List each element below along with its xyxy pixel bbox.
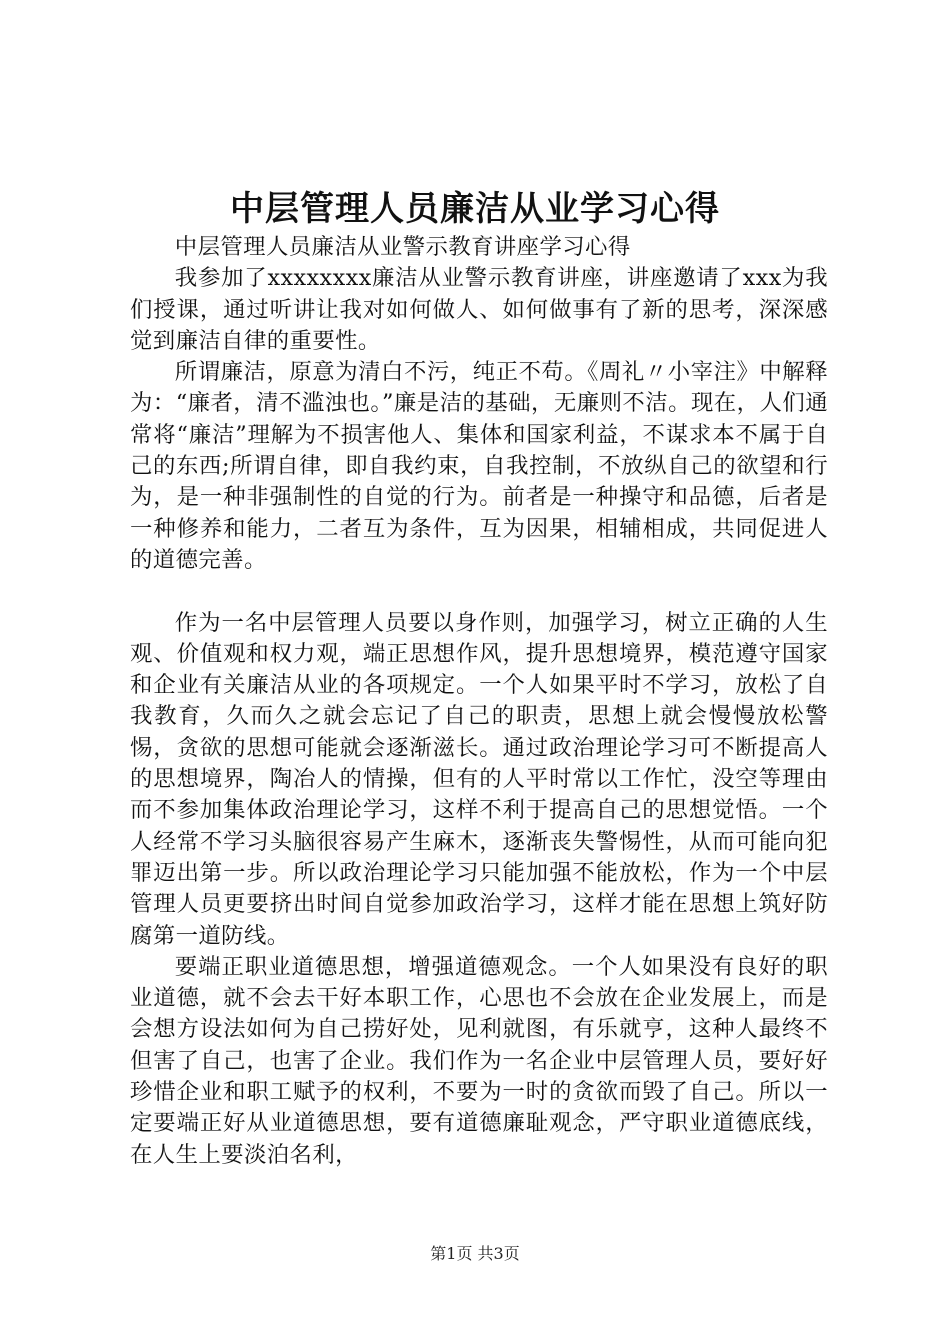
paragraph-gap	[130, 576, 828, 607]
document-body	[130, 232, 828, 1171]
paragraph-study: 作为一名中层管理人员要以身作则，加强学习，树立正确的人生观、价值观和权力观，端正思想作风，提升思想境界，模范遵守国家和企业有关廉洁从业的各项规定。一个人如果平时不学习，放松了自我教育，久而久之就会忘记了自己的职责，思想上就会慢慢放松警惕，贪欲的思想可能就会逐渐滋长。通过政治理论学习可不断提高人的思想境界，陶冶人的情操，但有的人平时常以工作忙，没空等理由而不参加集体政治理论学习，这样不利于提高自己的思想觉悟。一个人经常不学习头脑很容易产生麻木，逐渐丧失警惕性，从而可能向犯罪迈出第一步。所以政治理论学习只能加强不能放松，作为一个中层管理人员更要挤出时间自觉参加政治学习，这样才能在思想上筑好防腐第一道防线。	[130, 609, 828, 949]
document-subheading: 中层管理人员廉洁从业警示教育讲座学习心得	[174, 234, 631, 260]
paragraph-ethics: 要端正职业道德思想，增强道德观念。一个人如果没有良好的职业道德，就不会去干好本职工作，心思也不会放在企业发展上，而是会想方设法如何为自己捞好处，见利就图，有乐就亨，这种人最终不但害了自己，也害了企业。我们作为一名企业中层管理人员，要好好珍惜企业和职工赋予的权利，不要为一时的贪欲而毁了自己。所以一定要端正好从业道德思想，要有道德廉耻观念，严守职业道德底线，在人生上要淡泊名利，	[130, 953, 828, 1168]
page-footer: 第1页 共3页	[430, 1244, 520, 1263]
document-title: 中层管理人员廉洁从业学习心得	[230, 189, 720, 229]
paragraph-definition: 所谓廉洁，原意为清白不污，纯正不苟。《周礼〃小宰注》中解释为：“廉者，清不滥浊也。”廉是洁的基础，无廉则不洁。现在，人们通常将“廉洁”理解为不损害他人、集体和国家利益，不谋求本不属于自己的东西;所谓自律，即自我约束，自我控制，不放纵自己的欲望和行为，是一种非强制性的自觉的行为。前者是一种操守和品德，后者是一种修养和能力，二者互为条件，互为因果，相辅相成，共同促进人的道德完善。	[130, 359, 828, 573]
paragraph-intro: 我参加了xxxxxxxx廉洁从业警示教育讲座，讲座邀请了xxx为我们授课，通过听讲让我对如何做人、如何做事有了新的思考，深深感觉到廉洁自律的重要性。	[130, 265, 828, 354]
